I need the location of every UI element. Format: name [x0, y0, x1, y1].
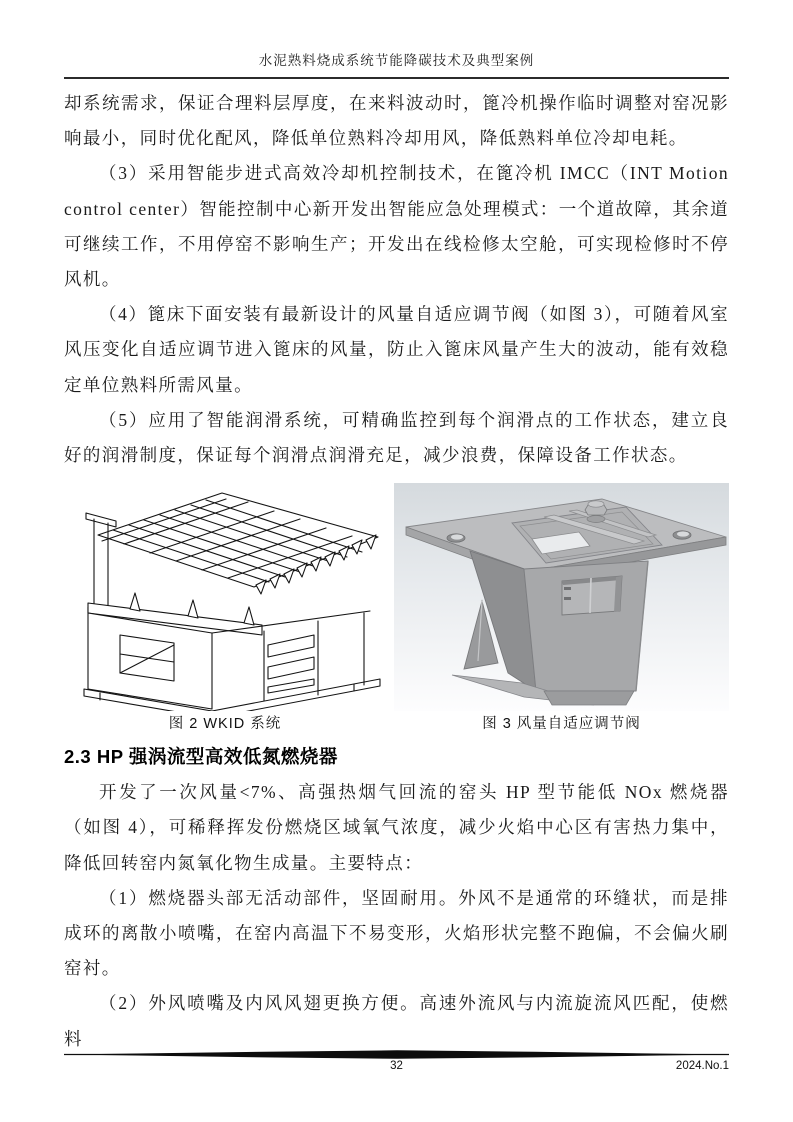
- header-rule: [64, 77, 729, 79]
- page-number: 32: [390, 1060, 403, 1072]
- wkid-system-line-drawing-image: [64, 483, 386, 711]
- issue-label: 2024.No.1: [675, 1060, 729, 1072]
- paragraph-feature-2: （2）外风喷嘴及内风风翅更换方便。高速外流风与内流旋流风匹配，使燃料: [64, 993, 729, 1049]
- page-body: [64, 86, 729, 1057]
- control-valve-render-image: [394, 483, 729, 711]
- paragraph-item-3: （3）采用智能步进式高效冷却机控制技术，在篦冷机 IMCC（INT Motion control center）智能控制中心新开发出智能应急处理模式：一个道故障，其余道可继续工作，不用停窑不影响生产；开发出在线检修太空舱，可实现检修时不停风机。: [64, 163, 729, 290]
- paragraph-feature-1: （1）燃烧器头部无活动部件，坚固耐用。外风不是通常的环缝状，而是排成环的离散小喷嘴，在窑内高温下不易变形，火焰形状完整不跑偏，不会偏火刷窑衬。: [64, 887, 729, 979]
- paragraph-cooling-continuation: 却系统需求，保证合理料层厚度，在来料波动时，篦冷机操作临时调整对窑况影响最小，同时优化配风，降低单位熟料冷却用风，降低熟料单位冷却电耗。: [64, 93, 729, 149]
- running-header-title: 水泥熟料烧成系统节能降碳技术及典型案例: [258, 53, 535, 68]
- figure-2-caption: 图 2 WKID 系统: [168, 716, 282, 733]
- figure-2-wkid-system: [64, 483, 386, 735]
- section-heading-2-3: 2.3 HP 强涡流型高效低氮燃烧器: [64, 746, 338, 768]
- figure-3-caption: 图 3 风量自适应调节阀: [482, 716, 641, 733]
- paragraph-burner-intro: 开发了一次风量<7%、高强热烟气回流的窑头 HP 型节能低 NOx 燃烧器（如图 4），可稀释挥发份燃烧区域氧气浓度，减少火焰中心区有害热力集中，降低回转窑内氮氧化物生成量。主要特点：: [64, 782, 729, 873]
- paragraph-item-5: （5）应用了智能润滑系统，可精确监控到每个润滑点的工作状态，建立良好的润滑制度，保证每个润滑点润滑充足，减少浪费，保障设备工作状态。: [64, 409, 729, 466]
- figure-3-control-valve: [394, 483, 729, 735]
- footer-rule: [64, 1050, 729, 1060]
- figures-row: [64, 483, 729, 735]
- paragraph-item-4: （4）篦床下面安装有最新设计的风量自适应调节阀（如图 3），可随着风室风压变化自适应调节进入篦床的风量，防止入篦床风量产生大的波动，能有效稳定单位熟料所需风量。: [64, 304, 729, 395]
